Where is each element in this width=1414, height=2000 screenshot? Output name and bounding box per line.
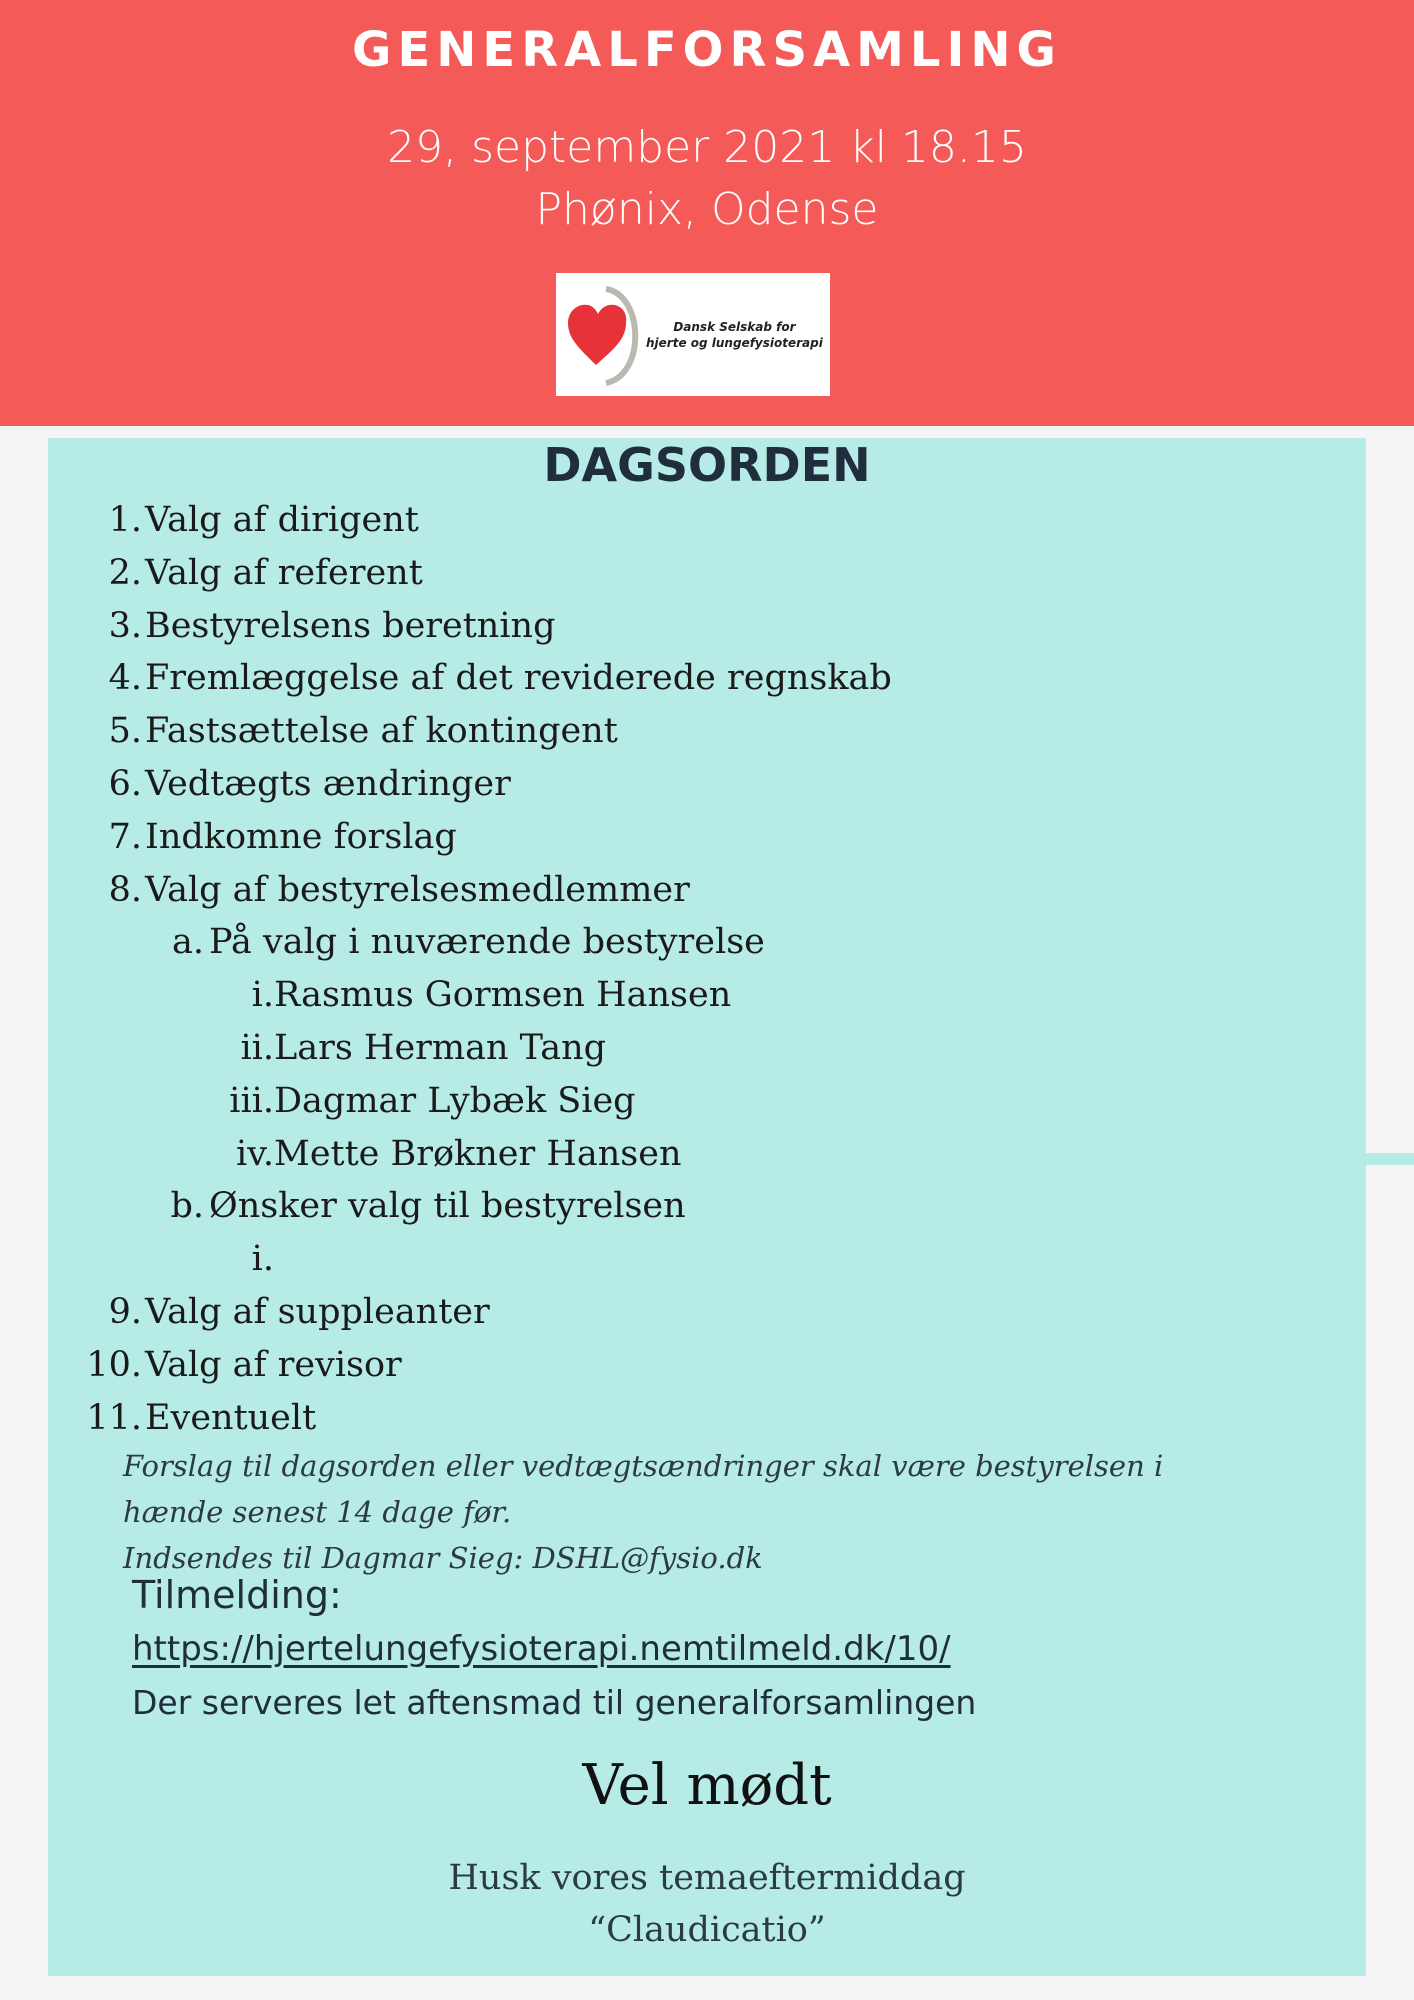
list-item <box>48 811 1366 864</box>
item-text: Valg af revisor <box>145 1344 402 1385</box>
item-text: Bestyrelsens beretning <box>145 605 556 646</box>
item-text: Indkomne forslag <box>145 816 457 857</box>
list-item <box>48 1339 1366 1392</box>
list-item <box>48 758 1366 811</box>
item-number: 8. <box>108 869 142 910</box>
registration-label: Tilmelding: <box>132 1573 342 1617</box>
item-text: Dagmar Lybæk Sieg <box>274 1080 636 1121</box>
deadline-note: Forslag til dagsorden eller vedtægtsændringer skal være bestyrelsen i <box>123 1449 1164 1483</box>
logo-line-1: Dansk Selskab for <box>673 319 796 334</box>
list-item <box>48 1022 1366 1075</box>
item-text: Valg af bestyrelsesmedlemmer <box>145 869 690 910</box>
item-number: 11. <box>86 1397 142 1438</box>
agenda-panel <box>48 438 1366 1976</box>
header-banner <box>0 0 1414 426</box>
reminder-line-2: “Claudicatio” <box>588 1910 826 1950</box>
reminder-line-1: Husk vores temaeftermiddag <box>448 1858 966 1898</box>
list-item <box>48 705 1366 758</box>
list-item <box>48 864 1366 917</box>
item-number: 10. <box>86 1344 142 1385</box>
item-number: i. <box>251 975 274 1016</box>
list-item <box>48 1128 1366 1181</box>
list-item <box>48 1392 1366 1445</box>
item-text: Lars Herman Tang <box>274 1027 607 1068</box>
item-number: i. <box>251 1239 274 1280</box>
item-number: 3. <box>108 605 142 646</box>
item-text: Fastsættelse af kontingent <box>145 711 618 752</box>
item-text: Rasmus Gormsen Hansen <box>274 975 732 1016</box>
list-item <box>48 969 1366 1022</box>
item-text: Ønsker valg til bestyrelsen <box>209 1186 686 1227</box>
list-item <box>48 600 1366 653</box>
list-item <box>48 652 1366 705</box>
agenda-title: DAGSORDEN <box>543 438 871 492</box>
list-item <box>48 1075 1366 1128</box>
item-number: 6. <box>108 763 142 804</box>
list-item <box>48 1180 1366 1233</box>
item-number: 2. <box>108 552 142 593</box>
dinner-note: Der serveres let aftensmad til generalforsamlingen <box>132 1683 977 1722</box>
item-number: 1. <box>108 500 142 540</box>
list-item <box>48 1286 1366 1339</box>
item-number: 4. <box>108 658 142 699</box>
event-date: 29, september 2021 kl 18.15 <box>387 122 1027 173</box>
logo-text <box>646 319 823 351</box>
list-item <box>48 494 1366 547</box>
welcome-text: Vel mødt <box>582 1753 832 1818</box>
item-text: Mette Brøkner Hansen <box>274 1133 682 1174</box>
list-item <box>48 916 1366 969</box>
item-number: 7. <box>108 816 142 857</box>
event-place: Phønix, Odense <box>535 184 879 235</box>
list-item <box>48 547 1366 600</box>
logo <box>556 273 830 396</box>
event-title: GENERALFORSAMLING <box>352 22 1062 78</box>
item-number: iii. <box>229 1080 274 1121</box>
item-number: 9. <box>108 1291 142 1332</box>
edge-tab <box>1366 1153 1414 1165</box>
item-number: ii. <box>240 1027 274 1068</box>
logo-line-2: hjerte og lungefysioterapi <box>646 335 823 350</box>
registration-link[interactable]: https://hjertelungefysioterapi.nemtilmeld.dk/10/ <box>132 1629 951 1669</box>
item-text: Eventuelt <box>145 1397 317 1438</box>
item-text: På valg i nuværende bestyrelse <box>209 922 765 963</box>
item-text: Valg af suppleanter <box>145 1291 490 1332</box>
item-number: 5. <box>108 711 142 752</box>
item-number: iv. <box>236 1133 274 1174</box>
item-text: Valg af dirigent <box>145 500 419 540</box>
item-number: b. <box>170 1186 204 1227</box>
deadline-note-cont: hænde senest 14 dage før. <box>123 1495 512 1529</box>
item-text: Valg af referent <box>145 552 423 593</box>
heart-icon <box>566 283 642 387</box>
item-number: a. <box>172 922 204 963</box>
list-item <box>48 1233 1366 1286</box>
item-text: Vedtægts ændringer <box>145 763 511 804</box>
submit-note: Indsendes til Dagmar Sieg: DSHL@fysio.dk <box>123 1541 763 1575</box>
item-text: Fremlæggelse af det reviderede regnskab <box>145 658 892 699</box>
agenda-list <box>48 494 1366 1444</box>
